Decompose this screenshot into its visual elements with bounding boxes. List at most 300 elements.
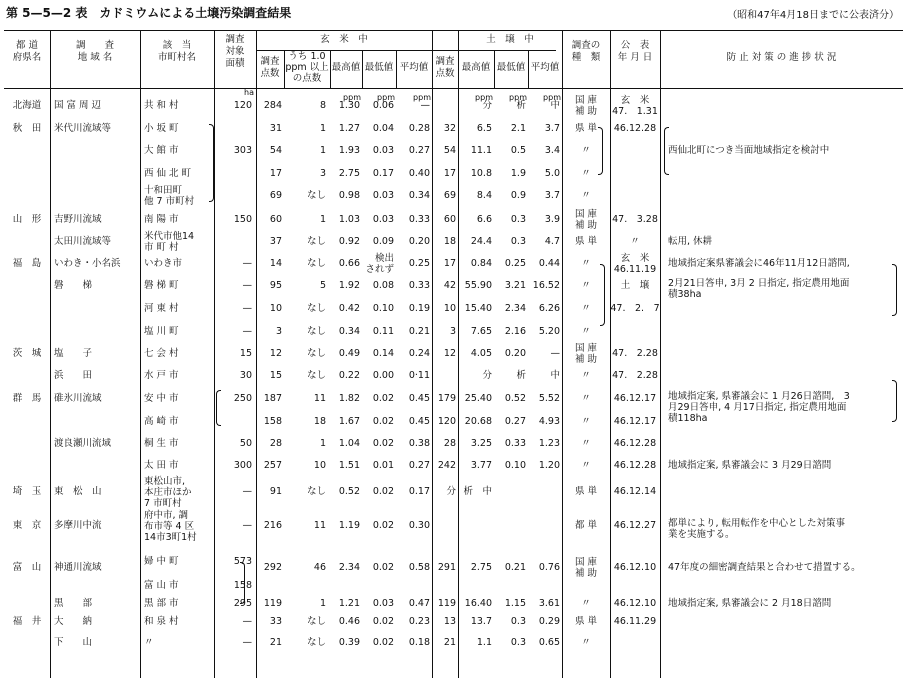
cell-smax: 分 xyxy=(482,100,492,111)
cell-rp: 33 xyxy=(269,616,282,627)
cell-smin: 0.21 xyxy=(504,562,526,573)
cell-smax: 3.25 xyxy=(470,438,492,449)
publication-note: （昭和47年4月18日までに公表済分） xyxy=(727,10,899,21)
cell-city: 磐 梯 町 xyxy=(144,280,179,291)
cell-savg: 5.20 xyxy=(538,326,560,337)
cell-smax: 10.8 xyxy=(470,168,492,179)
unit-ppm-soil-avg: ppm xyxy=(543,93,561,102)
cell-smin: 1.15 xyxy=(504,598,526,609)
cell-rp: 119 xyxy=(263,598,282,609)
cell-prog: 地域指定案県審議会に46年11月12日諮問, xyxy=(668,258,850,269)
cell-kind: 〃 xyxy=(581,598,591,609)
cell-smax: 3.77 xyxy=(470,460,492,471)
cell-ravg: 0.27 xyxy=(408,460,430,471)
cell-rmin: 0.01 xyxy=(372,460,394,471)
cell-rmin: 0.02 xyxy=(372,562,394,573)
cell-city: 大 館 市 xyxy=(144,145,179,156)
cell-kind: 〃 xyxy=(581,190,591,201)
cell-ravg: 0·11 xyxy=(408,370,430,381)
cell-sp: 242 xyxy=(437,460,456,471)
cell-prog: 西仙北町につき当面地域指定を検討中 xyxy=(668,145,830,156)
cell-date: 46.12.28 xyxy=(613,123,657,134)
cell-date: 46.12.27 xyxy=(613,520,657,531)
cell-smin: 0.52 xyxy=(504,393,526,404)
cell-sp: 28 xyxy=(443,438,456,449)
cell-smin: 0.10 xyxy=(504,460,526,471)
cell-rmin: 0.02 xyxy=(372,520,394,531)
cell-ravg: 0.30 xyxy=(408,520,430,531)
cell-savg: 4.93 xyxy=(538,416,560,427)
cell-ro: 1 xyxy=(319,438,326,449)
cell-date: 46.12.17 xyxy=(613,393,657,404)
cell-prog: 地域指定案, 県審議会に 1 月26日諮問, 3 月29日答申, 4 月17日指定, 指定農用地面 積118ha xyxy=(668,391,850,424)
cell-rmax: 2.75 xyxy=(338,168,360,179)
cell-smin: 析 xyxy=(516,100,526,111)
cell-size: 30 xyxy=(239,370,252,381)
cell-ro: 11 xyxy=(313,393,326,404)
header-rice-group: 玄 米 中 xyxy=(320,34,368,45)
bracket-fukushima-kind xyxy=(600,264,605,326)
cell-savg: 0.44 xyxy=(538,258,560,269)
cell-rmin: 0.04 xyxy=(372,123,394,134)
col-rule-15 xyxy=(660,30,661,678)
cell-sp: 32 xyxy=(443,123,456,134)
rule-header-bottom xyxy=(4,88,903,89)
cell-sp: 3 xyxy=(449,326,456,337)
cell-pref: 東 京 xyxy=(12,520,42,531)
cell-pref: 山 形 xyxy=(12,214,42,225)
cell-savg: 1.23 xyxy=(538,438,560,449)
header-pref: 都 道 府県名 xyxy=(12,40,42,63)
cell-kind: 〃 xyxy=(581,637,591,648)
cell-size: — xyxy=(242,280,252,291)
cell-rmax: 0.92 xyxy=(338,236,360,247)
cell-area: 磐 梯 xyxy=(54,280,93,291)
cell-savg: 4.7 xyxy=(544,236,560,247)
cell-kind: 〃 xyxy=(581,370,591,381)
cell-smin: 析 xyxy=(516,370,526,381)
cell-rp: 54 xyxy=(269,145,282,156)
cell-smax: 16.40 xyxy=(464,598,492,609)
header-rice-points: 調査 点数 xyxy=(260,56,280,79)
cell-rmax: 0.42 xyxy=(338,303,360,314)
cell-kind: 〃 xyxy=(581,460,591,471)
cell-rp: 69 xyxy=(269,190,282,201)
cell-city: 桐 生 市 xyxy=(144,438,179,449)
cell-smin: 0.33 xyxy=(504,438,526,449)
cell-rmin: 0.02 xyxy=(372,393,394,404)
cell-city: 小 坂 町 xyxy=(144,123,179,134)
cell-rmax: 1.21 xyxy=(338,598,360,609)
cell-smax: 分 xyxy=(482,370,492,381)
cell-ro: なし xyxy=(306,326,326,337)
cell-sp: 17 xyxy=(443,258,456,269)
cell-smax: 2.75 xyxy=(470,562,492,573)
cell-city: 十和田町 他 7 市町村 xyxy=(144,185,195,207)
cell-smin: 0.25 xyxy=(504,258,526,269)
cell-kind: 〃 xyxy=(581,168,591,179)
cell-rp: 37 xyxy=(269,236,282,247)
cell-sp: 分 xyxy=(446,486,456,497)
unit-ppm-soil-min: ppm xyxy=(509,93,527,102)
cell-rmin: 0.17 xyxy=(372,168,394,179)
cell-rmax: 0.34 xyxy=(338,326,360,337)
cell-savg: 0.76 xyxy=(538,562,560,573)
cell-sp: 54 xyxy=(443,145,456,156)
cell-savg: 3.9 xyxy=(544,214,560,225)
cell-rmin: 0.08 xyxy=(372,280,394,291)
cell-city: 七 会 村 xyxy=(144,348,179,359)
cell-city: 太 田 市 xyxy=(144,460,179,471)
cell-ro: なし xyxy=(306,258,326,269)
cell-city: 府中市, 調 布市等 4 区 14市3町1村 xyxy=(144,510,197,543)
cell-smax: 20.68 xyxy=(464,416,492,427)
cell-kind: 〃 xyxy=(581,438,591,449)
cell-ro: なし xyxy=(306,370,326,381)
header-rice-max: 最高値 xyxy=(331,62,361,73)
header-soil-group: 土 壌 中 xyxy=(486,34,534,45)
cell-date: 46.12.10 xyxy=(613,598,657,609)
cell-ro: 3 xyxy=(319,168,326,179)
cell-rmin: 0.03 xyxy=(372,598,394,609)
cell-savg: 5.0 xyxy=(544,168,560,179)
table-title: 第 5—5—2 表 カドミウムによる土壌汚染調査結果 xyxy=(6,6,292,20)
cell-smax: 8.4 xyxy=(476,190,492,201)
cell-sp: 42 xyxy=(443,280,456,291)
cell-ro: 1 xyxy=(319,598,326,609)
header-rice-over: うち 1.0 ppm 以上 の点数 xyxy=(285,51,329,84)
cell-date: 47. 2.28 xyxy=(612,370,658,381)
cell-ravg: 0.21 xyxy=(408,326,430,337)
cell-city: 南 陽 市 xyxy=(144,214,179,225)
cell-date: 46.12.10 xyxy=(613,562,657,573)
cell-ravg: 0.17 xyxy=(408,486,430,497)
cell-rmin: 0.03 xyxy=(372,214,394,225)
cell-rmin: 0.03 xyxy=(372,145,394,156)
cell-sp: 10 xyxy=(443,303,456,314)
cell-savg: 3.7 xyxy=(544,190,560,201)
cell-size: — xyxy=(242,520,252,531)
cell-kind: 県 単 xyxy=(574,123,598,134)
cell-ro: 5 xyxy=(319,280,326,291)
cell-date: 46.12.28 xyxy=(613,460,657,471)
cell-size: 50 xyxy=(239,438,252,449)
header-kind: 調査の 種 類 xyxy=(571,40,601,63)
cell-pref: 茨 城 xyxy=(12,348,42,359)
cell-ro: なし xyxy=(306,486,326,497)
cell-kind: 国 庫 補 助 xyxy=(574,557,598,579)
cell-area: 下 山 xyxy=(54,637,93,648)
cell-area: 碓氷川流域 xyxy=(54,393,102,404)
cell-area: 塩 子 xyxy=(54,348,93,359)
unit-ppm-rice-avg: ppm xyxy=(413,93,431,102)
rule-top xyxy=(4,30,903,31)
cell-ro: 46 xyxy=(313,562,326,573)
cell-rmax: 0.98 xyxy=(338,190,360,201)
cell-rp: 17 xyxy=(269,168,282,179)
cell-area: いわき・小名浜 xyxy=(54,258,121,269)
cell-area: 大 納 xyxy=(54,616,93,627)
cell-ravg: 0.19 xyxy=(408,303,430,314)
cell-date: 47. 2. 7 xyxy=(610,303,660,314)
cell-city: 婦 中 町 富 山 市 xyxy=(144,556,179,591)
cell-rp: 292 xyxy=(263,562,282,573)
cell-rmin: 0.02 xyxy=(372,637,394,648)
cell-rmax: 1.51 xyxy=(338,460,360,471)
cell-smax: 6.6 xyxy=(476,214,492,225)
cell-date: 46.12.17 xyxy=(613,416,657,427)
cell-city: 東松山市, 本庄市ほか 7 市町村 xyxy=(144,476,192,509)
cell-rmax: 1.04 xyxy=(338,438,360,449)
header-progress: 防 止 対 策 の 進 捗 状 況 xyxy=(726,52,837,63)
cell-ro: なし xyxy=(306,236,326,247)
cell-kind: 〃 xyxy=(581,145,591,156)
cell-area: 黒 部 xyxy=(54,598,93,609)
cell-kind: 〃 xyxy=(581,303,591,314)
cell-ravg: 0.18 xyxy=(408,637,430,648)
cell-size: 573 158 xyxy=(233,556,252,591)
cell-smax: 13.7 xyxy=(470,616,492,627)
cell-rmin: 0.11 xyxy=(372,326,394,337)
cell-ro: 1 xyxy=(319,145,326,156)
cell-smax: 4.05 xyxy=(470,348,492,359)
cell-ro: 18 xyxy=(313,416,326,427)
cell-area: 東 松 山 xyxy=(54,486,102,497)
cell-city: 西 仙 北 町 xyxy=(144,168,192,179)
cell-prog: 転用, 休耕 xyxy=(668,236,713,247)
cell-savg: 中 xyxy=(550,370,560,381)
cell-date: 47. 2.28 xyxy=(612,348,658,359)
cell-smax: 25.40 xyxy=(464,393,492,404)
cell-size: 150 xyxy=(233,214,252,225)
cell-ravg: 0.45 xyxy=(408,416,430,427)
cell-rmax: 1.67 xyxy=(338,416,360,427)
cell-smax: 15.40 xyxy=(464,303,492,314)
cell-ravg: 0.28 xyxy=(408,123,430,134)
cell-savg: 16.52 xyxy=(532,280,560,291)
cell-rmin: 0.14 xyxy=(372,348,394,359)
cell-rmax: 1.92 xyxy=(338,280,360,291)
cell-ro: 1 xyxy=(319,214,326,225)
cell-rmax: 1.82 xyxy=(338,393,360,404)
cell-rp: 15 xyxy=(269,370,282,381)
cell-rmax: 2.34 xyxy=(338,562,360,573)
cell-smin: 2.34 xyxy=(504,303,526,314)
cell-rmin: 0.02 xyxy=(372,416,394,427)
cell-city: 黒 部 市 xyxy=(144,598,179,609)
cell-pref: 福 島 xyxy=(12,258,42,269)
cell-ravg: 0.58 xyxy=(408,562,430,573)
cell-sp: 13 xyxy=(443,616,456,627)
cell-rmin: 0.10 xyxy=(372,303,394,314)
cell-smax: 55.90 xyxy=(464,280,492,291)
cell-pref: 富 山 xyxy=(12,562,42,573)
cell-savg: 3.7 xyxy=(544,123,560,134)
cell-rmax: 1.19 xyxy=(338,520,360,531)
cell-area: 太田川流域等 xyxy=(54,236,112,247)
cell-smin: 0.3 xyxy=(510,214,526,225)
cell-kind: 〃 xyxy=(581,416,591,427)
cell-rp: 14 xyxy=(269,258,282,269)
cell-rmax: 0.66 xyxy=(338,258,360,269)
cell-smax: 7.65 xyxy=(470,326,492,337)
cell-ravg: — xyxy=(420,100,430,111)
cell-prog: 地域指定案, 県審議会に 2 月18日諮問 xyxy=(668,598,832,609)
unit-ppm-rice-min: ppm xyxy=(377,93,395,102)
cell-rp: 28 xyxy=(269,438,282,449)
cell-area: 浜 田 xyxy=(54,370,93,381)
cell-kind: 〃 xyxy=(581,393,591,404)
cell-ravg: 0.23 xyxy=(408,616,430,627)
cell-rmin: 0.03 xyxy=(372,190,394,201)
cell-rmin: 0.02 xyxy=(372,438,394,449)
cell-ro: なし xyxy=(306,190,326,201)
cell-ro: なし xyxy=(306,348,326,359)
cell-rmax: 0.39 xyxy=(338,637,360,648)
cell-smin: 0.3 xyxy=(510,236,526,247)
cell-size: 300 xyxy=(233,460,252,471)
cell-smin: 1.9 xyxy=(510,168,526,179)
header-soil-max: 最高値 xyxy=(461,62,491,73)
cell-city: 河 東 村 xyxy=(144,303,179,314)
cell-rp: 21 xyxy=(269,637,282,648)
cell-smin: 0.20 xyxy=(504,348,526,359)
cell-rp: 91 xyxy=(269,486,282,497)
cell-ravg: 0.40 xyxy=(408,168,430,179)
cell-area: 神通川流域 xyxy=(54,562,102,573)
cell-ravg: 0.33 xyxy=(408,280,430,291)
col-rule-2 xyxy=(140,30,141,678)
cell-rmax: 1.93 xyxy=(338,145,360,156)
cell-savg: 中 xyxy=(550,100,560,111)
cell-rmax: 1.30 xyxy=(338,100,360,111)
cell-rmin: 0.00 xyxy=(372,370,394,381)
cell-rp: 60 xyxy=(269,214,282,225)
cell-sp: 17 xyxy=(443,168,456,179)
cell-rp: 187 xyxy=(263,393,282,404)
cell-pref: 北海道 xyxy=(12,100,42,111)
cell-savg: 0.65 xyxy=(538,637,560,648)
cell-rmax: 0.46 xyxy=(338,616,360,627)
cell-sp: 60 xyxy=(443,214,456,225)
cell-ro: 8 xyxy=(319,100,326,111)
cell-size: 303 xyxy=(233,145,252,156)
cell-rp: 3 xyxy=(275,326,282,337)
cell-smax: 24.4 xyxy=(470,236,492,247)
cell-ravg: 0.27 xyxy=(408,145,430,156)
cell-rmax: 1.27 xyxy=(338,123,360,134)
cell-area: 国 富 周 辺 xyxy=(54,100,102,111)
cell-sp: 119 xyxy=(437,598,456,609)
cell-size: 250 xyxy=(233,393,252,404)
cell-city: 〃 xyxy=(144,637,154,648)
cell-city: いわき市 xyxy=(144,258,183,269)
cell-sp: 69 xyxy=(443,190,456,201)
cell-ravg: 0.34 xyxy=(408,190,430,201)
cell-savg: 3.61 xyxy=(538,598,560,609)
cell-smax: 0.84 xyxy=(470,258,492,269)
cell-rmin: 0.02 xyxy=(372,486,394,497)
cell-prog: 47年度の細密調査結果と合わせて措置する。 xyxy=(668,562,861,573)
cell-kind: 県 単 xyxy=(574,616,598,627)
cell-ravg: 0.20 xyxy=(408,236,430,247)
cell-rp: 31 xyxy=(269,123,282,134)
cell-kind: 国 庫 補 助 xyxy=(574,95,598,117)
cell-city: 共 和 村 xyxy=(144,100,179,111)
cell-pref: 群 馬 xyxy=(12,393,42,404)
cell-date: 46.12.14 xyxy=(613,486,657,497)
cell-smin: 2.16 xyxy=(504,326,526,337)
cell-date: 46.12.28 xyxy=(613,438,657,449)
cell-kind: 県 単 xyxy=(574,486,598,497)
cell-smin: 0.27 xyxy=(504,416,526,427)
cell-sp: 21 xyxy=(443,637,456,648)
cell-size: 15 xyxy=(239,348,252,359)
col-rule-13 xyxy=(562,30,563,678)
cell-sp: 179 xyxy=(437,393,456,404)
cell-date: 46.11.29 xyxy=(613,616,657,627)
cell-savg: 5.52 xyxy=(538,393,560,404)
cell-kind: 〃 xyxy=(581,258,591,269)
cell-smax: 6.5 xyxy=(476,123,492,134)
cell-size: — xyxy=(242,486,252,497)
cell-pref: 秋 田 xyxy=(12,123,42,134)
cell-kind: 〃 xyxy=(581,326,591,337)
cell-ravg: 0.24 xyxy=(408,348,430,359)
cell-rmax: 0.52 xyxy=(338,486,360,497)
cell-ravg: 0.45 xyxy=(408,393,430,404)
cell-smin: 3.21 xyxy=(504,280,526,291)
cell-sp: 120 xyxy=(437,416,456,427)
cell-rp: 257 xyxy=(263,460,282,471)
cell-city: 和 泉 村 xyxy=(144,616,179,627)
unit-ppm-rice-max: ppm xyxy=(343,93,361,102)
cell-smin: 2.1 xyxy=(510,123,526,134)
cell-sp: 18 xyxy=(443,236,456,247)
cell-savg: 3.4 xyxy=(544,145,560,156)
cell-smax: 11.1 xyxy=(470,145,492,156)
cell-size: — xyxy=(242,303,252,314)
cell-rp: 10 xyxy=(269,303,282,314)
cell-smax: 1.1 xyxy=(476,637,492,648)
cell-rmax: 1.03 xyxy=(338,214,360,225)
cell-ro: 10 xyxy=(313,460,326,471)
cell-smax: 析 中 xyxy=(463,486,492,497)
unit-ppm-soil-max: ppm xyxy=(475,93,493,102)
unit-ha: ha xyxy=(244,88,254,97)
cell-size: 120 xyxy=(233,100,252,111)
cell-rp: 95 xyxy=(269,280,282,291)
cell-date: 47. 3.28 xyxy=(612,214,658,225)
cell-size: — xyxy=(242,258,252,269)
cell-rp: 12 xyxy=(269,348,282,359)
cell-area: 渡良瀬川流域 xyxy=(54,438,112,449)
cell-size: 295 xyxy=(233,598,252,609)
cell-rmax: 0.49 xyxy=(338,348,360,359)
cell-smin: 0.5 xyxy=(510,145,526,156)
header-rice-min: 最低値 xyxy=(364,62,394,73)
cell-ro: 11 xyxy=(313,520,326,531)
cell-rp: 158 xyxy=(263,416,282,427)
cell-sp: 12 xyxy=(443,348,456,359)
cell-date: 〃 xyxy=(630,236,640,247)
cell-kind: 県 単 xyxy=(574,236,598,247)
cell-ravg: 0.25 xyxy=(408,258,430,269)
cell-pref: 福 井 xyxy=(12,616,42,627)
cell-city: 安 中 市 xyxy=(144,393,179,404)
cell-kind: 都 単 xyxy=(574,520,598,531)
cell-ro: なし xyxy=(306,303,326,314)
